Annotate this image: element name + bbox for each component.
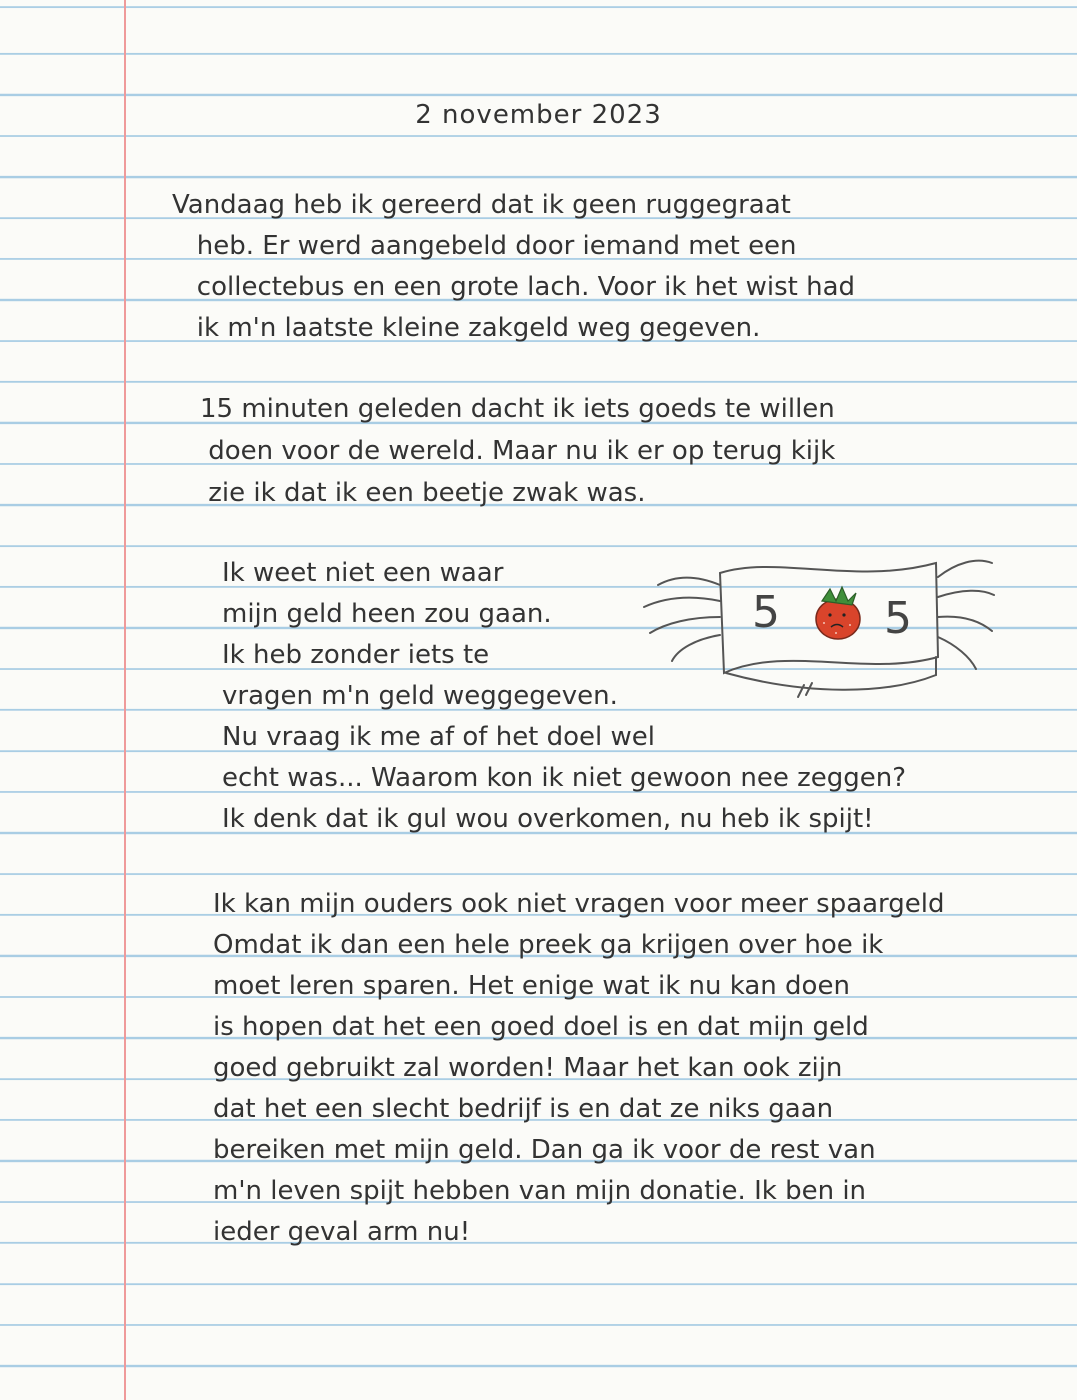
- paragraph-4: Ik kan mijn ouders ook niet vragen voor meer spaargeld Omdat ik dan een hele preek ga krijgen over hoe ik moet leren sparen. Het enige wat ik nu kan doen is hopen dat het een goed doel is en dat mijn geld goed gebruikt zal worden! Maar het kan ook zijn dat het een slecht bedrijf is en dat ze niks gaan bereiken met mijn geld. Dan ga ik voor de rest van m'n leven spijt hebben van mijn donatie. Ik ben in ieder geval arm nu!: [213, 889, 945, 1247]
- winged-banner-drawing: [636, 545, 996, 715]
- banner-tail: [726, 673, 936, 690]
- score-right: 5: [884, 593, 912, 644]
- page-date: 2 november 2023: [415, 100, 662, 130]
- motion-marks: [798, 683, 812, 697]
- left-wing: [644, 578, 720, 662]
- paragraph-1: Vandaag heb ik gereerd dat ik geen ruggegraat heb. Er werd aangebeld door iemand met een collectebus en een grote lach. Voor ik het wist had ik m'n laatste kleine zakgeld weg gegeven.: [172, 190, 856, 343]
- margin-line: [124, 0, 126, 1400]
- paragraph-2: 15 minuten geleden dacht ik iets goeds te willen doen voor de wereld. Maar nu ik er op terug kijk zie ik dat ik een beetje zwak was.: [200, 394, 836, 508]
- right-wing: [938, 561, 994, 669]
- strawberry-icon: [816, 587, 860, 639]
- score-left: 5: [752, 587, 780, 638]
- paragraph-3: Ik weet niet een waar mijn geld heen zou gaan. Ik heb zonder iets te vragen m'n geld weggegeven. Nu vraag ik me af of het doel wel echt was... Waarom kon ik niet gewoon nee zeggen? Ik denk dat ik gul wou overkomen, nu heb ik spijt!: [222, 558, 907, 834]
